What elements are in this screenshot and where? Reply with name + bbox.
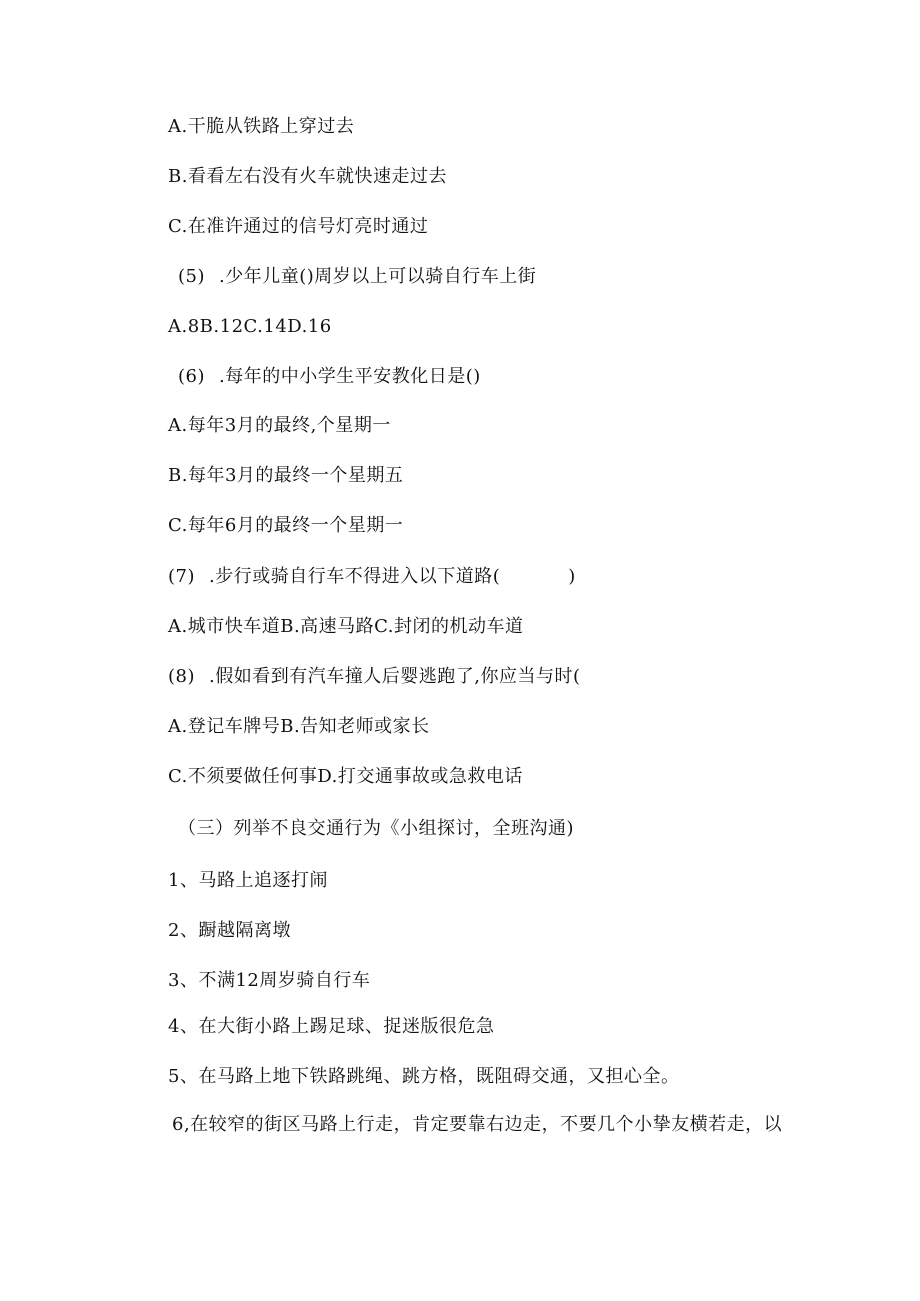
question-6: [178, 365, 481, 389]
question-5: [178, 265, 536, 289]
option-a-railway: A.干脆从铁路上穿过去: [168, 116, 355, 137]
question-7-text: .步行或骑自行车不得进入以下道路(: [209, 566, 501, 587]
question-7-close-paren: ): [568, 566, 576, 587]
question-8-text: .假如看到有汽车撞人后婴逃跑了,你应当与时(: [209, 666, 581, 687]
question-7: [168, 565, 576, 589]
question-6-text: .每年的中小学生平安教化日是(): [219, 366, 481, 387]
option-c-safety-day: C.每年6月的最终一个星期一: [168, 515, 404, 536]
list-item: 1、马路上追逐打闹: [168, 870, 328, 891]
question-6-number: (6): [178, 366, 205, 387]
question-5-text: .少年儿童()周岁以上可以骑自行车上街: [219, 266, 537, 287]
list-item: 6,在较窄的街区马路上行走，肯定要靠右边走，不要几个小挚友横若走，以: [172, 1114, 783, 1135]
option-a-safety-day: A.每年3月的最终,个星期一: [168, 415, 391, 436]
section-heading-three: （三）列举不良交通行为《小组探讨，全班沟通): [178, 818, 575, 839]
question-8-number: (8): [168, 666, 195, 687]
question-5-options: A.8B.12C.14D.16: [168, 316, 332, 337]
list-item: 3、不满12周岁骑自行车: [168, 970, 371, 991]
question-7-number: (7): [168, 566, 195, 587]
list-item: 2、蹰越隔离墩: [168, 920, 291, 941]
question-7-options: A.城市快车道B.高速马路C.封闭的机动车道: [168, 616, 524, 637]
option-b-safety-day: B.每年3月的最终一个星期五: [168, 465, 404, 486]
list-item: 5、在马路上地下铁路跳绳、跳方格，既阻碍交通，又担心全。: [168, 1066, 680, 1087]
option-cd-accident: C.不须要做任何事D.打交通事故或急救电话: [168, 766, 523, 787]
option-ab-accident: A.登记车牌号B.告知老师或家长: [168, 716, 430, 737]
list-item: 4、在大街小路上踢足球、捉迷版很危急: [168, 1016, 495, 1037]
question-8: [168, 665, 580, 689]
question-5-number: (5): [178, 266, 205, 287]
option-c-railway: C.在准许通过的信号灯亮时通过: [168, 216, 429, 237]
option-b-railway: B.看看左右没有火车就快速走过去: [168, 166, 447, 187]
